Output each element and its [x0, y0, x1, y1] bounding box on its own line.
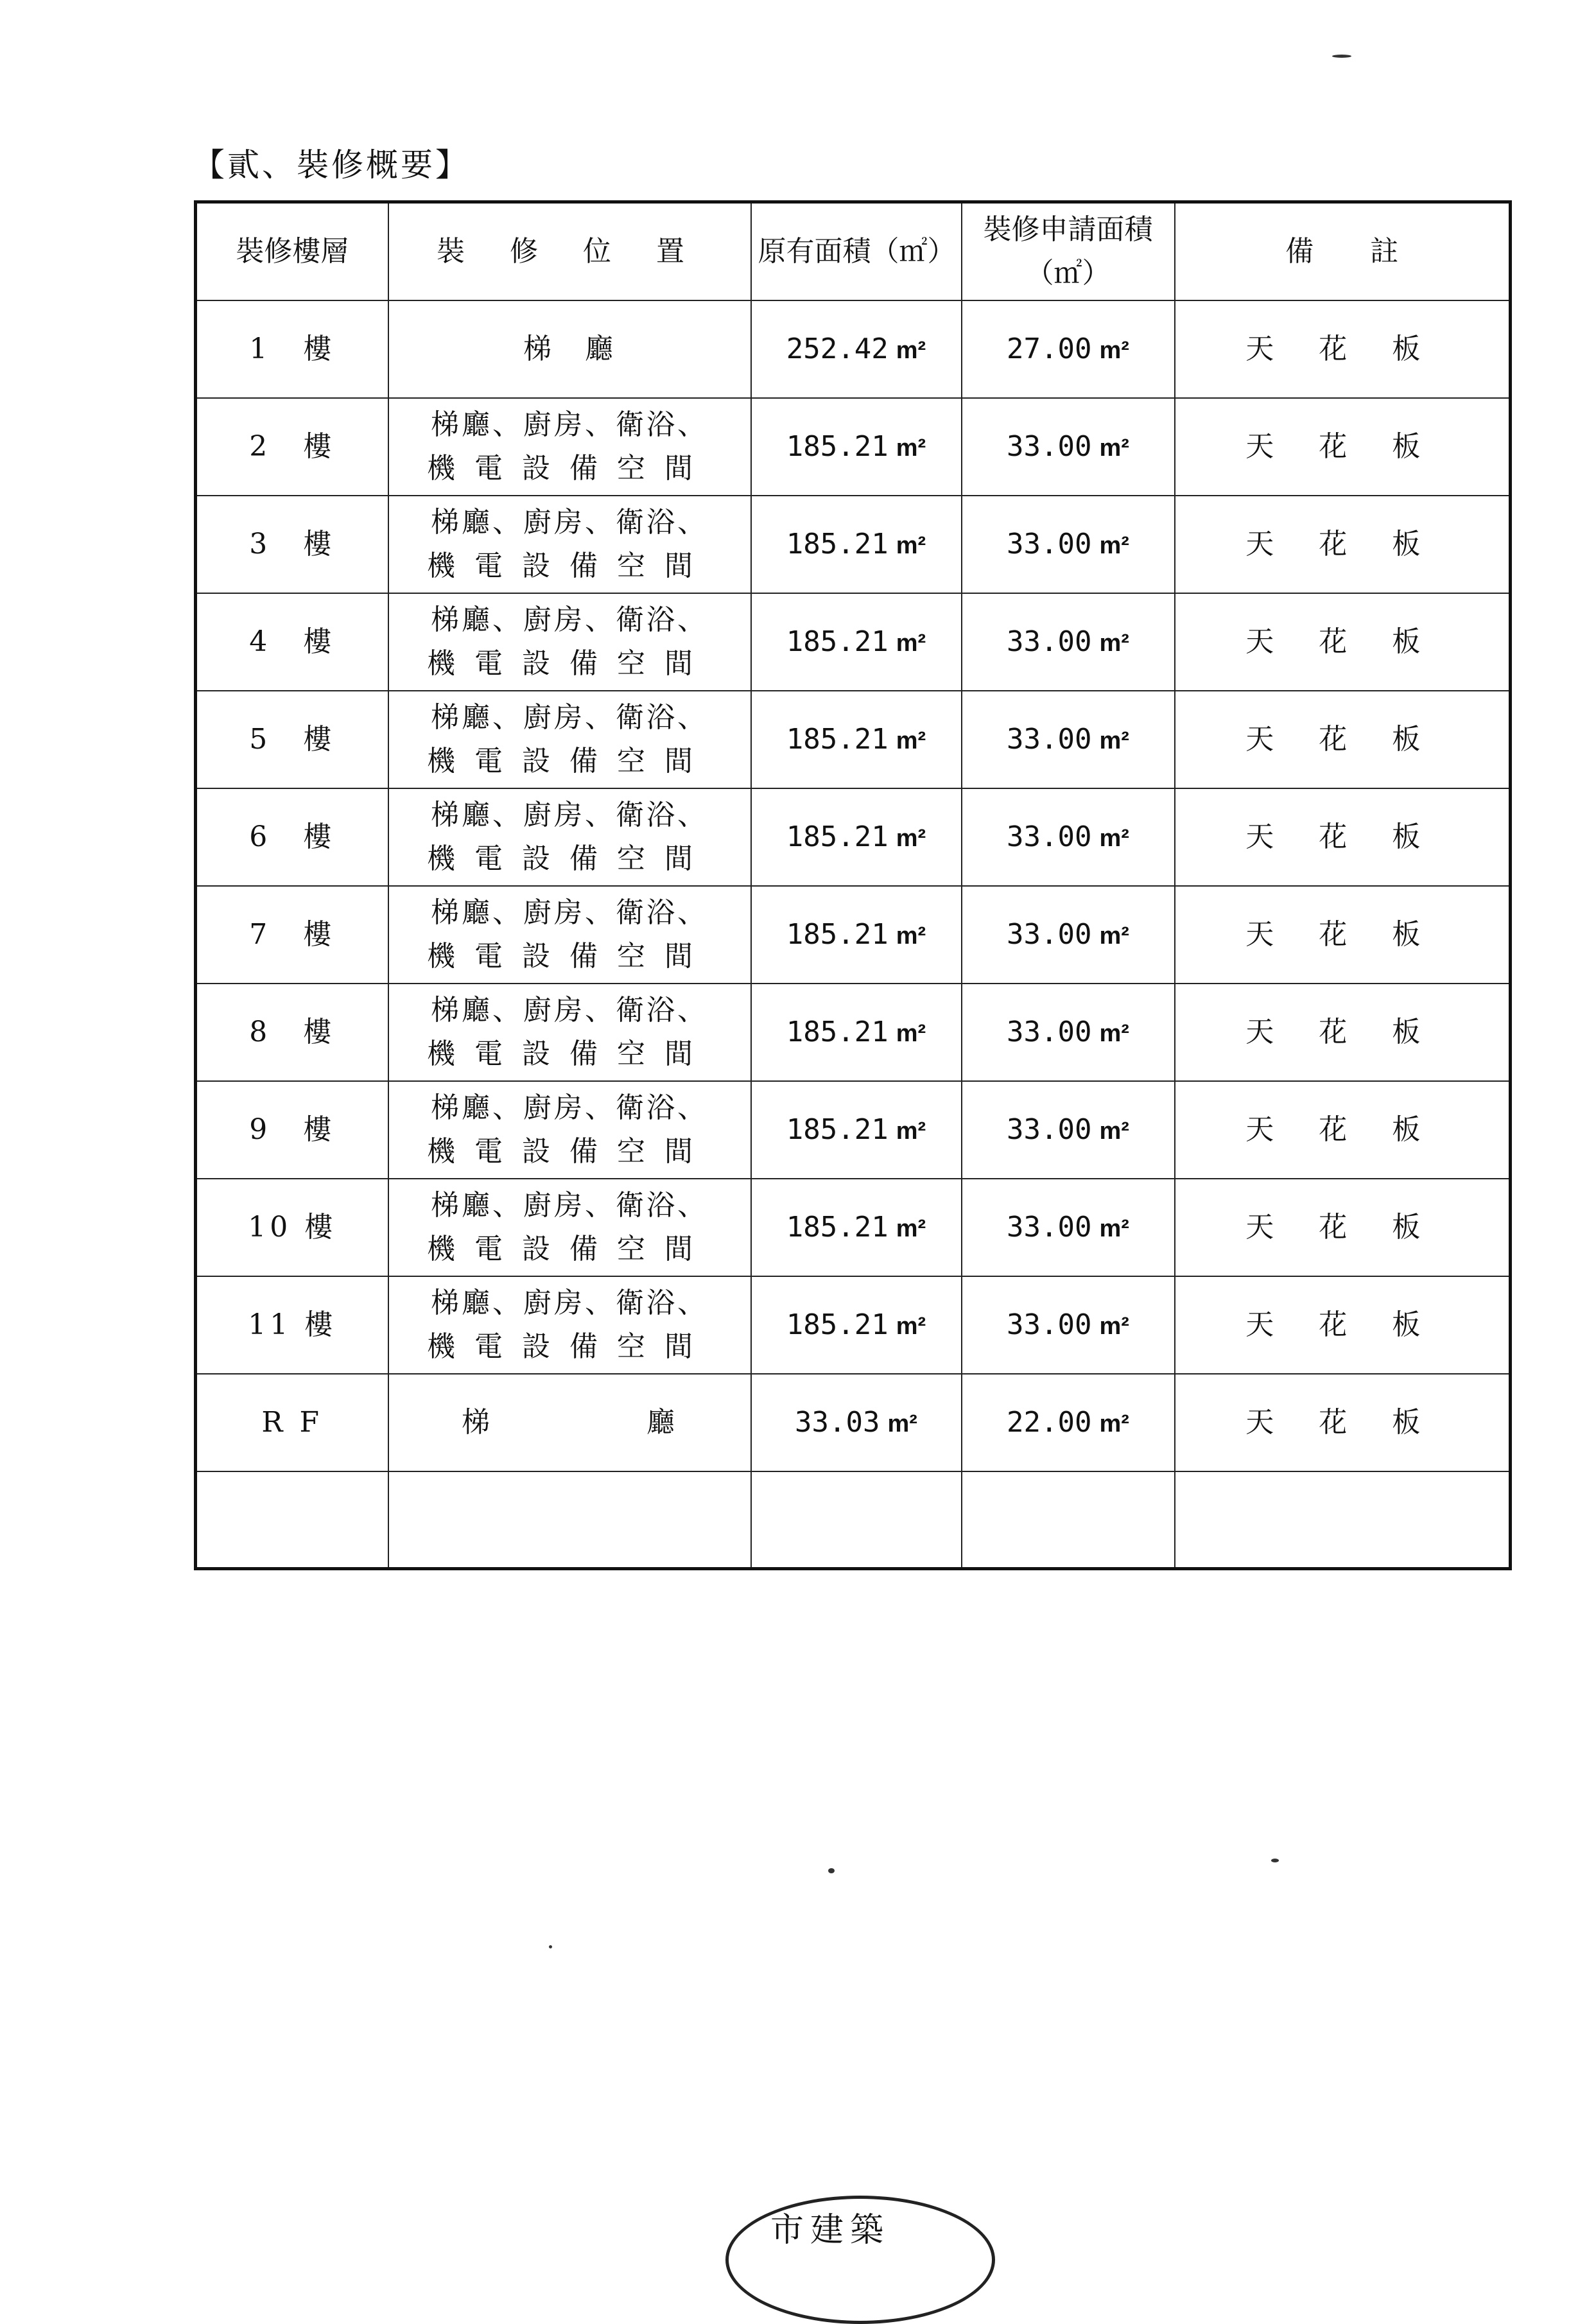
square-meter-unit: m² [896, 629, 926, 657]
location-cell [388, 886, 751, 984]
applied-area-value: 33.00 [1007, 1113, 1092, 1146]
table-row [196, 300, 1511, 398]
floor-cell: 11 樓 [196, 1276, 388, 1374]
location-cell [388, 1276, 751, 1374]
square-meter-unit: m² [896, 1019, 926, 1047]
square-meter-unit: m² [1099, 629, 1129, 657]
remarks-cell: 天 花 板 [1175, 496, 1511, 593]
blank-row [196, 1471, 1511, 1569]
applied-area-value: 33.00 [1007, 429, 1092, 463]
location-line-2: 機電設備空間 [427, 1330, 712, 1363]
location-line-2: 機電設備空間 [427, 452, 712, 485]
location-line-2: 機電設備空間 [427, 1135, 712, 1168]
location-line-1: 梯廳、廚房、衛浴、 [431, 1188, 708, 1222]
applied-area-cell [962, 496, 1175, 593]
applied-area-cell [962, 1179, 1175, 1276]
square-meter-unit: m² [1099, 532, 1129, 559]
blank-cell [388, 1471, 751, 1569]
location-line-2: 機電設備空間 [427, 745, 712, 777]
location-cell [388, 300, 751, 398]
applied-area-cell [962, 1081, 1175, 1179]
floor-cell: 3 樓 [196, 496, 388, 593]
table-row [196, 1179, 1511, 1276]
applied-area-cell [962, 984, 1175, 1081]
location-line-1: 梯廳、廚房、衛浴、 [431, 896, 708, 929]
applied-area-value: 33.00 [1007, 1210, 1092, 1244]
remarks-cell: 天 花 板 [1175, 691, 1511, 788]
floor-cell: 2 樓 [196, 398, 388, 496]
applied-area-cell [962, 1374, 1175, 1471]
location-line-1: 梯 廳 [523, 332, 616, 365]
original-area-cell [751, 691, 962, 788]
original-area-value: 33.03 [795, 1405, 880, 1439]
scan-speck [1271, 1859, 1279, 1862]
location-cell [388, 496, 751, 593]
location-cell [388, 1374, 751, 1471]
scan-speck [1332, 55, 1351, 58]
table-row [196, 593, 1511, 691]
original-area-cell [751, 300, 962, 398]
table-row [196, 1276, 1511, 1374]
location-line-2: 機電設備空間 [427, 647, 712, 680]
location-cell [388, 1179, 751, 1276]
square-meter-unit: m² [1099, 1410, 1129, 1437]
table-row [196, 398, 1511, 496]
blank-cell [196, 1471, 388, 1569]
location-cell [388, 788, 751, 886]
original-area-cell [751, 984, 962, 1081]
original-area-value: 185.21 [786, 1210, 889, 1244]
square-meter-unit: m² [1099, 1312, 1129, 1340]
applied-area-cell [962, 886, 1175, 984]
applied-area-cell [962, 593, 1175, 691]
square-meter-unit: m² [1099, 922, 1129, 950]
applied-area-value: 33.00 [1007, 722, 1092, 756]
header-location: 裝 修 位 置 [388, 202, 751, 301]
remarks-cell: 天 花 板 [1175, 398, 1511, 496]
original-area-value: 185.21 [786, 429, 889, 463]
location-line-2: 機電設備空間 [427, 940, 712, 973]
table-row [196, 496, 1511, 593]
square-meter-unit: m² [1099, 1215, 1129, 1242]
applied-area-cell [962, 300, 1175, 398]
scan-speck [828, 1868, 835, 1873]
original-area-cell [751, 496, 962, 593]
floor-cell: 1 樓 [196, 300, 388, 398]
original-area-cell [751, 1179, 962, 1276]
square-meter-unit: m² [1099, 1019, 1129, 1047]
floor-cell: 9 樓 [196, 1081, 388, 1179]
table-row [196, 1374, 1511, 1471]
square-meter-unit: m² [896, 727, 926, 754]
applied-area-value: 27.00 [1007, 332, 1092, 365]
remarks-cell: 天 花 板 [1175, 1179, 1511, 1276]
remarks-cell: 天 花 板 [1175, 300, 1511, 398]
location-cell [388, 691, 751, 788]
square-meter-unit: m² [1099, 336, 1129, 364]
original-area-cell [751, 788, 962, 886]
original-area-cell [751, 886, 962, 984]
original-area-value: 185.21 [786, 917, 889, 951]
original-area-cell [751, 1081, 962, 1179]
applied-area-cell [962, 1276, 1175, 1374]
original-area-value: 185.21 [786, 1015, 889, 1048]
remarks-cell: 天 花 板 [1175, 788, 1511, 886]
square-meter-unit: m² [896, 434, 926, 462]
remarks-cell: 天 花 板 [1175, 1081, 1511, 1179]
remarks-cell: 天 花 板 [1175, 593, 1511, 691]
square-meter-unit: m² [896, 336, 926, 364]
blank-cell [751, 1471, 962, 1569]
floor-cell: R F [196, 1374, 388, 1471]
remarks-cell: 天 花 板 [1175, 1276, 1511, 1374]
header-floor: 裝修樓層 [196, 202, 388, 301]
floor-cell: 5 樓 [196, 691, 388, 788]
location-line-1: 梯廳、廚房、衛浴、 [431, 1286, 708, 1319]
table-row [196, 1081, 1511, 1179]
original-area-value: 185.21 [786, 820, 889, 853]
original-area-cell [751, 398, 962, 496]
floor-cell: 8 樓 [196, 984, 388, 1081]
remarks-cell: 天 花 板 [1175, 1374, 1511, 1471]
square-meter-unit: m² [896, 532, 926, 559]
applied-area-cell [962, 788, 1175, 886]
original-area-value: 252.42 [786, 332, 889, 365]
table-row [196, 886, 1511, 984]
applied-area-value: 33.00 [1007, 1015, 1092, 1048]
original-area-value: 185.21 [786, 722, 889, 756]
applied-area-cell [962, 398, 1175, 496]
square-meter-unit: m² [1099, 824, 1129, 852]
header-remarks: 備 註 [1175, 202, 1511, 301]
blank-cell [962, 1471, 1175, 1569]
table-row [196, 691, 1511, 788]
applied-area-value: 33.00 [1007, 527, 1092, 560]
table-row [196, 788, 1511, 886]
location-cell [388, 984, 751, 1081]
location-cell [388, 1081, 751, 1179]
applied-area-value: 33.00 [1007, 820, 1092, 853]
location-line-2: 機電設備空間 [427, 1233, 712, 1265]
original-area-value: 185.21 [786, 1308, 889, 1341]
original-area-cell [751, 593, 962, 691]
location-cell [388, 593, 751, 691]
renovation-summary-table [194, 200, 1512, 1570]
applied-area-cell [962, 691, 1175, 788]
location-line-2: 機電設備空間 [427, 1037, 712, 1070]
original-area-value: 185.21 [786, 625, 889, 658]
location-line-1: 梯廳、廚房、衛浴、 [431, 993, 708, 1027]
remarks-cell: 天 花 板 [1175, 886, 1511, 984]
header-applied-area: 裝修申請面積（㎡） [962, 202, 1175, 301]
applied-area-value: 22.00 [1007, 1405, 1092, 1439]
location-line-1: 梯廳、廚房、衛浴、 [431, 700, 708, 734]
floor-cell: 10 樓 [196, 1179, 388, 1276]
location-line-1: 梯 廳 [462, 1405, 677, 1439]
location-line-1: 梯廳、廚房、衛浴、 [431, 1091, 708, 1124]
location-line-2: 機電設備空間 [427, 550, 712, 582]
scan-speck [549, 1945, 552, 1948]
square-meter-unit: m² [1099, 1117, 1129, 1145]
location-line-1: 梯廳、廚房、衛浴、 [431, 798, 708, 831]
square-meter-unit: m² [896, 1117, 926, 1145]
location-cell [388, 398, 751, 496]
remarks-cell: 天 花 板 [1175, 984, 1511, 1081]
location-line-1: 梯廳、廚房、衛浴、 [431, 408, 708, 441]
floor-cell: 7 樓 [196, 886, 388, 984]
original-area-cell [751, 1374, 962, 1471]
table-row [196, 984, 1511, 1081]
applied-area-value: 33.00 [1007, 625, 1092, 658]
table-header-row [196, 202, 1511, 301]
square-meter-unit: m² [896, 1215, 926, 1242]
square-meter-unit: m² [1099, 434, 1129, 462]
original-area-cell [751, 1276, 962, 1374]
square-meter-unit: m² [896, 922, 926, 950]
square-meter-unit: m² [896, 824, 926, 852]
floor-cell: 6 樓 [196, 788, 388, 886]
square-meter-unit: m² [1099, 727, 1129, 754]
seal-text: 市建築 [770, 2211, 890, 2250]
location-line-2: 機電設備空間 [427, 842, 712, 875]
square-meter-unit: m² [887, 1410, 917, 1437]
original-area-value: 185.21 [786, 1113, 889, 1146]
applied-area-value: 33.00 [1007, 1308, 1092, 1341]
location-line-1: 梯廳、廚房、衛浴、 [431, 603, 708, 636]
floor-cell: 4 樓 [196, 593, 388, 691]
section-title: 【貳、裝修概要】 [193, 146, 470, 184]
location-line-1: 梯廳、廚房、衛浴、 [431, 505, 708, 539]
header-original-area: 原有面積（㎡） [751, 202, 962, 301]
applied-area-value: 33.00 [1007, 917, 1092, 951]
blank-cell [1175, 1471, 1511, 1569]
original-area-value: 185.21 [786, 527, 889, 560]
square-meter-unit: m² [896, 1312, 926, 1340]
